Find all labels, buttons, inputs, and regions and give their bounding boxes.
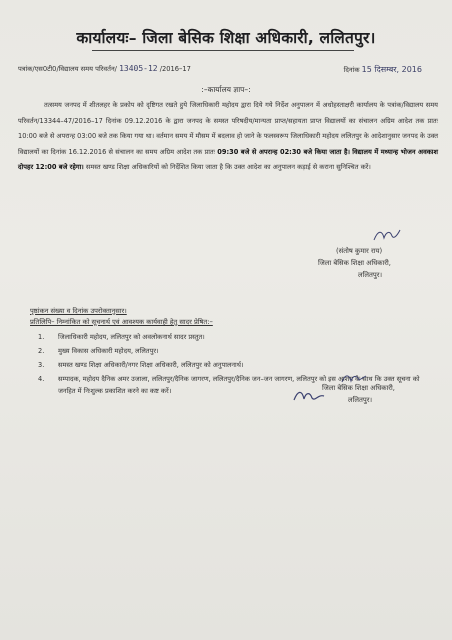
signature-scribble-3 bbox=[292, 388, 326, 406]
list-item-number: 2. bbox=[38, 347, 45, 355]
memo-heading: :–कार्यालय ज्ञाप–: bbox=[201, 85, 251, 94]
date-value: 15 दिसम्बर, 2016 bbox=[361, 65, 422, 74]
copy-to-heading: प्रतिलिपि– निम्नांकित को सूचनार्थ एवं आवश्यक कार्यवाही हेतु सादर प्रेषित:– bbox=[30, 318, 213, 326]
signatory2-place: ललितपुर। bbox=[348, 396, 373, 404]
list-item-text: सम्पादक, महोदय दैनिक अमर उजाला, ललितपुर/दैनिक जागरण, ललितपुर/दैनिक जन–जन जागरण, ललितपुर को इस आशय के साथ कि उक्त सूचना को जनहित में निःशुल्क प्रकाशित करने का कष्ट करें। bbox=[58, 375, 420, 395]
reference-number: 13405-12 bbox=[119, 64, 158, 73]
body-part1: तत्समय जनपद में शीतलहर के प्रकोप को दृष्टिगत रखते हुये जिलाधिकारी महोदय द्वारा दिये गये निर्देश अनुपालन में अधोहस्ताक्षरी कार्यालय के पत्रांक/विद्यालय समय परिवर्तन/13344–47/2016–17 दिनांक 09.12.2016 के द्वारा जनपद के समस्त परिषदीय/मान्यता प्राप्त/सहायता प्राप्त विद्यालयों का संचालन अग्रिम आदेश तक प्रातः 10:00 बजे से अपरान्ह 03:00 बजे तक किया गया था। वर्तमान समय में मौसम में बदलाव हो जाने के फलस्वरूप जिलाधिकारी महोदय ललितपुर के आदेशानुसार जनपद के उक्त विद्यालयों का दिनांक 16.12.2016 से संचालन का समय अग्रिम आदेश तक प्रातः bbox=[18, 101, 438, 156]
list-item bbox=[30, 331, 430, 343]
body-bold-lunch: विद्यालय में मध्यान्ह भोजन अवकाश दोपहर 12:00 बजे रहेगा। bbox=[18, 147, 438, 172]
endorsement-line: पृष्ठांकन संख्या व दिनांक उपरोक्तानुसार। bbox=[30, 307, 127, 315]
memo-body bbox=[18, 98, 438, 176]
list-item-number: 1. bbox=[38, 333, 45, 341]
title-underline bbox=[92, 50, 354, 51]
list-item-number: 3. bbox=[38, 361, 45, 369]
reference-line bbox=[18, 64, 191, 73]
reference-prefix: पत्रांक/एस0टी0/विद्यालय समय परिवर्तन/ bbox=[18, 65, 117, 73]
list-item-text: मुख्य विकास अधिकारी महोदय, ललितपुर। bbox=[58, 347, 159, 355]
signatory-designation: जिला बेसिक शिक्षा अधिकारी, bbox=[318, 259, 391, 267]
signatory-name: (संतोष कुमार राय) bbox=[336, 247, 383, 255]
body-bold-timing: 09:30 बजे से अपरान्ह 02:30 बजे किया जाता है। bbox=[217, 147, 350, 156]
list-item bbox=[30, 345, 430, 357]
signatory-place: ललितपुर। bbox=[358, 271, 383, 279]
list-item bbox=[30, 359, 430, 371]
body-part3: समस्त खण्ड शिक्षा अधिकारियों को निर्देशित किया जाता है कि उक्त आदेश का अनुपालन कड़ाई से कराना सुनिश्चित करें। bbox=[83, 163, 371, 172]
office-title: कार्यालयः– जिला बेसिक शिक्षा अधिकारी, ललितपुर। bbox=[76, 29, 376, 47]
signature-scribble-1 bbox=[372, 226, 402, 246]
signatory2-designation: जिला बेसिक शिक्षा अधिकारी, bbox=[322, 384, 395, 392]
endorsement bbox=[30, 306, 213, 328]
list-item-number: 4. bbox=[38, 375, 45, 383]
list-item-text: समस्त खण्ड शिक्षा अधिकारी/नगर शिक्षा अधिकारी, ललितपुर को अनुपालनार्थ। bbox=[58, 361, 244, 369]
signature-block-2 bbox=[322, 382, 395, 406]
list-item-text: जिलाधिकारी महोदय, ललितपुर को अवलोकनार्थ सादर प्रस्तुत। bbox=[58, 333, 205, 341]
reference-year: /2016–17 bbox=[159, 65, 191, 73]
date-label: दिनांक bbox=[343, 66, 360, 74]
reference-date bbox=[344, 64, 422, 75]
signature-block-1 bbox=[318, 245, 391, 281]
